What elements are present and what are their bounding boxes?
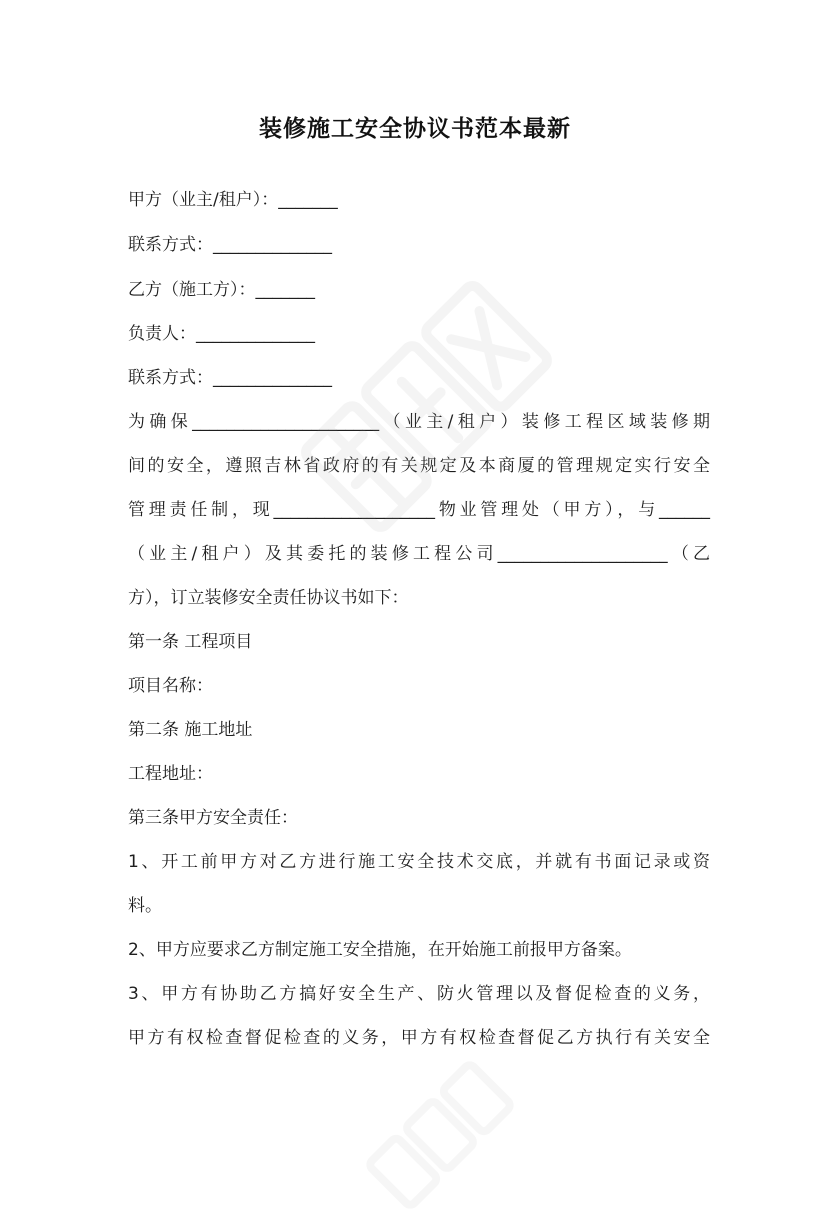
paragraph-line: 管理责任制，现___________________物业管理处（甲方），与______ xyxy=(128,500,710,520)
contact-line-a: 联系方式：______________ xyxy=(128,235,332,255)
clause-3-line: 3、甲方有协助乙方搞好安全生产、防火管理以及督促检查的义务， xyxy=(128,984,710,1004)
paragraph-line: 间的安全，遵照吉林省政府的有关规定及本商厦的管理规定实行安全 xyxy=(128,456,710,476)
party-a-line: 甲方（业主/租户）：_______ xyxy=(128,190,338,210)
responsible-person-line: 负责人：______________ xyxy=(128,324,315,344)
clause-1-line: 料。 xyxy=(128,896,162,916)
article-1-heading: 第一条 工程项目 xyxy=(128,632,253,652)
watermark-logo xyxy=(355,1050,525,1220)
article-3-heading: 第三条甲方安全责任： xyxy=(128,808,298,828)
clause-3-line: 甲方有权检查督促检查的义务，甲方有权检查督促乙方执行有关安全 xyxy=(128,1028,710,1048)
address-line: 工程地址： xyxy=(128,764,213,784)
clause-2-line: 2、甲方应要求乙方制定施工安全措施，在开始施工前报甲方备案。 xyxy=(128,940,632,960)
paragraph-line: （业主/租户）及其委托的装修工程公司____________________（乙 xyxy=(128,544,710,564)
paragraph-line: 为确保______________________（业主/租户）装修工程区域装修期 xyxy=(128,412,710,432)
article-2-heading: 第二条 施工地址 xyxy=(128,720,253,740)
clause-1-line: 1、开工前甲方对乙方进行施工安全技术交底，并就有书面记录或资 xyxy=(128,852,710,872)
party-b-line: 乙方（施工方）：_______ xyxy=(128,280,315,300)
document-title: 装修施工安全协议书范本最新 xyxy=(259,115,571,142)
contact-line-b: 联系方式：______________ xyxy=(128,368,332,388)
project-name-line: 项目名称： xyxy=(128,676,213,696)
paragraph-line: 方），订立装修安全责任协议书如下： xyxy=(128,588,409,608)
